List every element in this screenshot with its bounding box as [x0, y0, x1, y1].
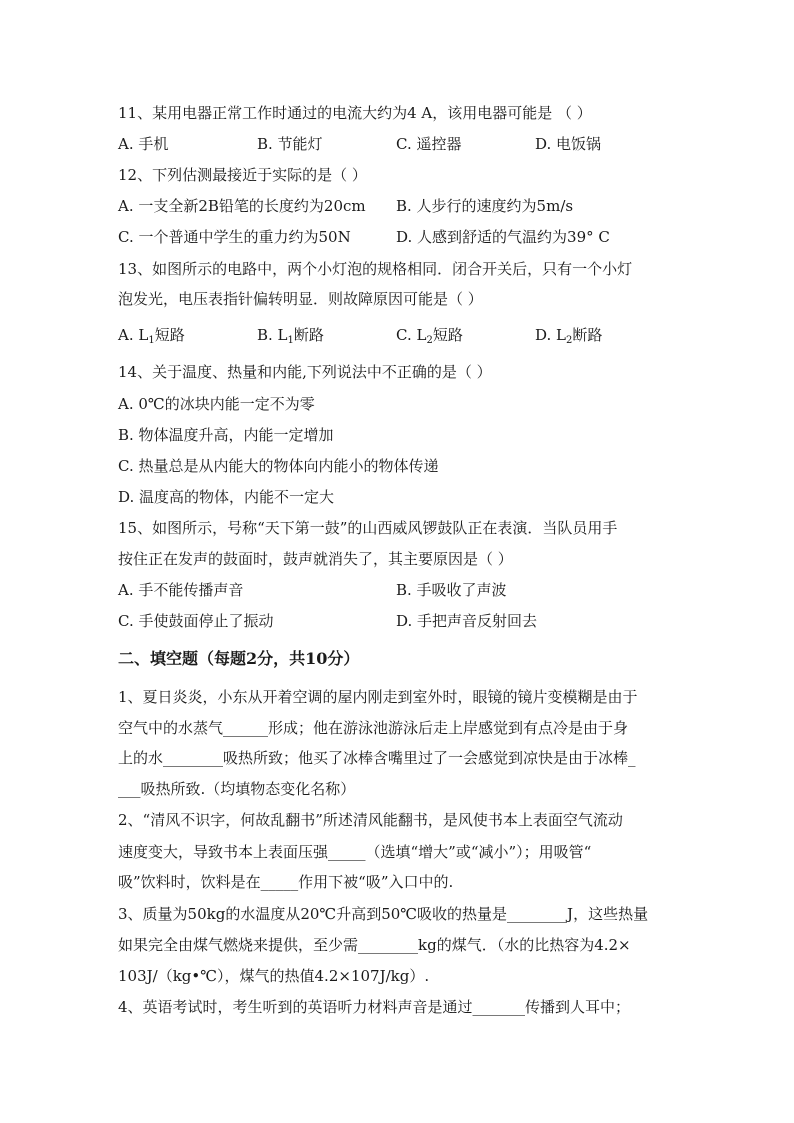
q13-option-b: B. $L_1$断路 [257, 326, 324, 346]
q12-option-a: A. 一支全新2B铅笔的长度约为20cm [118, 197, 366, 215]
fill1-line-1: 1、夏日炎炎，小东从开着空调的屋内刚走到室外时，眼镜的镜片变模糊是由于 [118, 688, 638, 706]
section-heading: 二、填空题（每题2分，共10分） [118, 649, 360, 668]
fill2-line-2: 速度变大，导致书本上表面压强_____（选填“增大”或“减小”）；用吸管“ [118, 843, 592, 861]
q12-option-b: B. 人步行的速度约为5m/s [396, 197, 574, 215]
fill3-line-1: 3、质量为50kg的水温度从20℃升高到50℃吸收的热量是________J，这些热量 [118, 905, 649, 923]
fill3-line-2: 如果完全由煤气燃烧来提供，至少需________kg的煤气．（水的比热容为4.2× [118, 936, 631, 954]
fill2-line-1: 2、“清风不识字，何故乱翻书”所述清风能翻书，是风使书本上表面空气流动 [118, 811, 623, 829]
q11-option-d: D. 电饭锅 [535, 135, 602, 153]
q11-option-a: A. 手机 [118, 135, 169, 153]
fill2-line-3: 吸”饮料时，饮料是在_____作用下被“吸”入口中的. [118, 873, 454, 891]
fill1-line-4: ___吸热所致.（均填物态变化名称） [118, 780, 356, 798]
q12-option-c: C. 一个普通中学生的重力约为50N [118, 228, 351, 246]
q14-option-b: B. 物体温度升高，内能一定增加 [118, 426, 334, 444]
q11-option-b: B. 节能灯 [257, 135, 323, 153]
q13-stem-line-1: 13、如图所示的电路中，两个小灯泡的规格相同．闭合开关后，只有一个小灯 [118, 260, 633, 278]
q15-option-d: D. 手把声音反射回去 [396, 612, 538, 630]
fill3-line-3: 103J/（kg•℃），煤气的热值4.2×107J/kg）. [118, 967, 430, 985]
fill1-line-3: 上的水________吸热所致；他买了冰棒含嘴里过了一会感觉到凉快是由于冰棒_ [118, 749, 636, 767]
q13-option-a: A. $L_1$短路 [118, 326, 185, 346]
q13-option-c: C. $L_2$短路 [396, 326, 463, 346]
fill4-line-1: 4、英语考试时，考生听到的英语听力材料声音是通过_______传播到人耳中； [118, 998, 631, 1016]
q15-option-a: A. 手不能传播声音 [118, 581, 244, 599]
q14-option-c: C. 热量总是从内能大的物体向内能小的物体传递 [118, 457, 439, 475]
q14-stem: 14、关于温度、热量和内能,下列说法中不正确的是（ ） [118, 363, 492, 381]
q11-stem: 11、某用电器正常工作时通过的电流大约为4 A，该用电器可能是 （ ） [118, 104, 592, 122]
q15-option-c: C. 手使鼓面停止了振动 [118, 612, 274, 630]
q13-stem-line-2: 泡发光，电压表指针偏转明显．则故障原因可能是（ ） [118, 290, 483, 308]
q12-stem: 12、下列估测最接近于实际的是（ ） [118, 166, 367, 184]
q15-option-b: B. 手吸收了声波 [396, 581, 507, 599]
q14-option-d: D. 温度高的物体，内能不一定大 [118, 488, 335, 506]
q13-option-d: D. $L_2$断路 [535, 326, 603, 346]
q14-option-a: A. 0℃的冰块内能一定不为零 [118, 395, 315, 413]
fill1-line-2: 空气中的水蒸气______形成；他在游泳池游泳后走上岸感觉到有点冷是由于身 [118, 719, 629, 737]
q15-stem-line-1: 15、如图所示，号称“天下第一鼓”的山西威风锣鼓队正在表演．当队员用手 [118, 519, 618, 537]
q11-option-c: C. 遥控器 [396, 135, 462, 153]
q15-stem-line-2: 按住正在发声的鼓面时，鼓声就消失了，其主要原因是（ ） [118, 550, 513, 568]
q12-option-d: D. 人感到舒适的气温约为39° C [396, 228, 610, 246]
